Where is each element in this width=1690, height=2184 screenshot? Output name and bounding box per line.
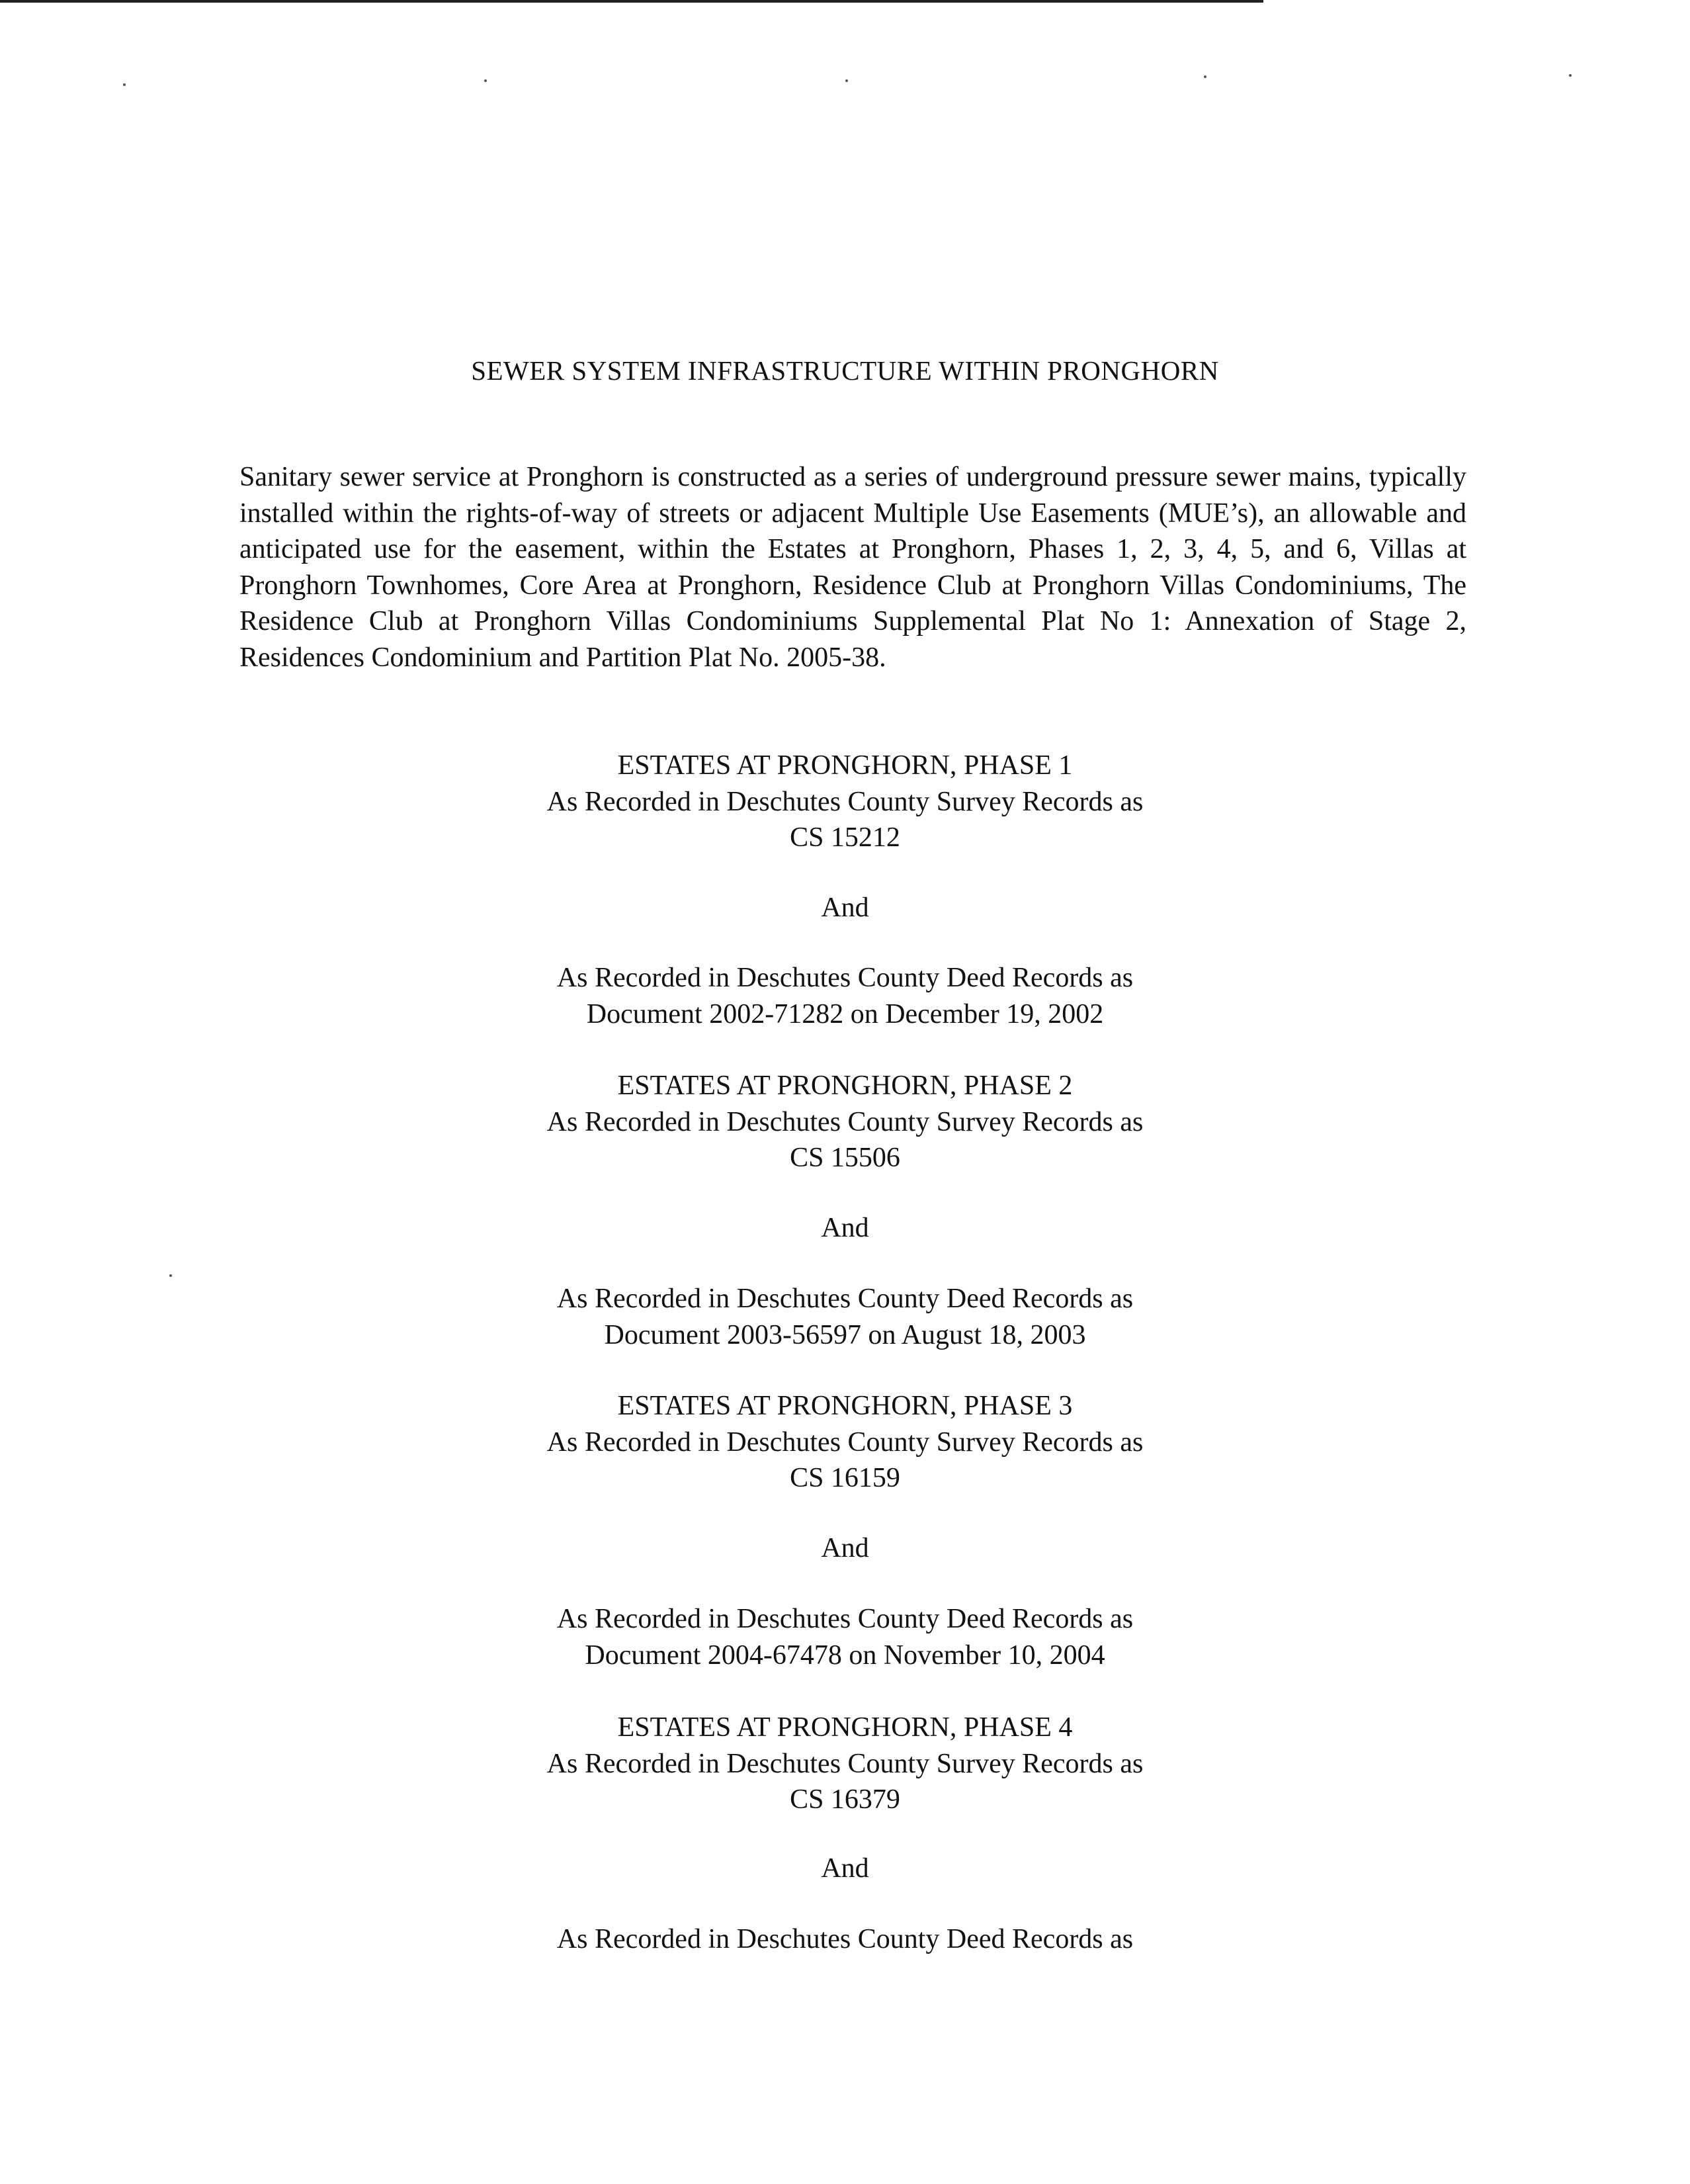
deed-records-line: As Recorded in Deschutes County Deed Records as [556,1924,1134,1954]
survey-number: CS 15506 [790,1143,900,1173]
phase-4-survey-block [0,1710,1690,1818]
and-separator: And [821,893,869,923]
survey-records-line: As Recorded in Deschutes County Survey Records as [546,1748,1144,1779]
intro-paragraph: Sanitary sewer service at Pronghorn is constructed as a series of underground pressure sewer mains, typically installed within the rights-of-way of streets or adjacent Multiple Use Easements (MUE’s), an allowable and anticipated use for the easement, within the Estates at Pronghorn, Phases 1, 2, 3, 4, 5, and 6, Villas at Pronghorn Townhomes, Core Area at Pronghorn, Residence Club at Pronghorn Villas Condominiums, The Residence Club at Pronghorn Villas Condominiums Supplemental Plat No 1: Annexation of Stage 2, Residences Condominium and Partition Plat No. 2005-38. [239,462,1466,673]
page-title: SEWER SYSTEM INFRASTRUCTURE WITHIN PRONGHORN [471,355,1219,386]
phase-3-deed-block [0,1601,1690,1673]
survey-number: CS 16379 [790,1784,900,1815]
scan-speck [169,1274,172,1277]
and-separator: And [821,1533,869,1563]
phase-3-survey-block [0,1388,1690,1497]
scan-speck [845,79,848,82]
and-separator: And [821,1853,869,1884]
deed-document: Document 2003-56597 on August 18, 2003 [604,1319,1086,1350]
survey-records-line: As Recorded in Deschutes County Survey Records as [546,1106,1144,1137]
scan-speck [1569,74,1572,77]
phase-1-deed-block [0,960,1690,1032]
deed-records-line: As Recorded in Deschutes County Deed Records as [556,1604,1134,1634]
phase-2-deed-block [0,1281,1690,1353]
and-separator: And [821,1213,869,1243]
deed-document: Document 2004-67478 on November 10, 2004 [585,1639,1105,1671]
phase-heading: ESTATES AT PRONGHORN, PHASE 1 [617,750,1073,781]
deed-records-line: As Recorded in Deschutes County Deed Records as [556,963,1134,993]
phase-heading: ESTATES AT PRONGHORN, PHASE 4 [617,1712,1073,1743]
scan-speck [484,79,487,82]
phase-4-deed-block [0,1921,1690,1958]
scan-top-edge [0,0,1263,3]
phase-heading: ESTATES AT PRONGHORN, PHASE 3 [617,1391,1073,1421]
survey-records-line: As Recorded in Deschutes County Survey Records as [546,786,1144,817]
deed-document: Document 2002-71282 on December 19, 2002 [586,998,1104,1029]
phase-2-survey-block [0,1068,1690,1176]
phase-1-survey-block [0,748,1690,856]
survey-number: CS 15212 [790,822,900,853]
survey-number: CS 16159 [790,1463,900,1493]
deed-records-line: As Recorded in Deschutes County Deed Records as [556,1284,1134,1314]
survey-records-line: As Recorded in Deschutes County Survey Records as [546,1426,1144,1458]
phase-heading: ESTATES AT PRONGHORN, PHASE 2 [617,1070,1073,1101]
scan-speck [123,83,126,86]
scan-speck [1204,75,1206,78]
